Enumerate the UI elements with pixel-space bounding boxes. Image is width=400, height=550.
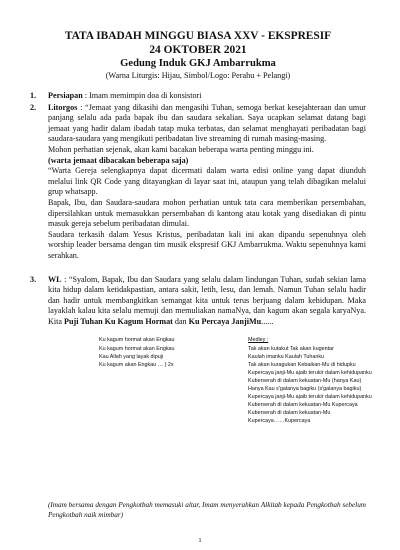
lyric-line: Kaulah imanku Kaulah Tuhanku xyxy=(248,353,325,360)
lyric-line: Ku kagum hormat akan Engkau xyxy=(99,337,175,344)
document-venue: Gedung Induk GKJ Ambarrukma xyxy=(120,58,276,69)
lyric-line: Kupercaya janji-Mu ajaib terukir dalam kehidupanku xyxy=(248,369,372,376)
wl-end: ...... xyxy=(261,316,274,326)
song-title-2: Ku Percaya JanjiMu xyxy=(188,316,262,326)
litorgos-paragraph-4: “Warta Gereja selengkapnya dapat dicermati dalam warta edisi online yang dapat diunduh melalui link QR Code yang ditayangkan di layar saat ini, ataupun yang telah dibagikan melalui grup whatsapp. xyxy=(48,166,366,197)
item-label: Litorgos xyxy=(48,102,78,112)
liturgy-list xyxy=(30,91,366,327)
lyric-line: Kupercaya janji-Mu ajaib terukir dalam kehidupanku xyxy=(248,394,372,401)
liturgical-note: (Warna Liturgis: Hijau, Simbol/Logo: Perahu + Pelangi) xyxy=(105,71,291,80)
litorgos-paragraph-6: Saudara terkasih dalam Yesus Kristus, peribadatan kali ini akan dipandu sepenuhnya oleh worship leader bersama dengan tim musik ekspresif GKJ Ambarrukma. Waktu sepenuhnya kami serahkan. xyxy=(48,229,366,260)
lyric-line: Kuberserah di dalam kekuatan-Mu (hanya Kau) xyxy=(248,377,362,384)
lyric-line: Kuberserah di dalam kekuatan-Mu xyxy=(248,410,331,417)
document-header xyxy=(30,30,366,81)
litorgos-paragraph-2: Mohon perhatian sejenak, akan kami bacakan beberapa warta penting minggu ini. xyxy=(48,144,314,154)
list-item-litorgos xyxy=(30,103,366,262)
list-item-persiapan xyxy=(30,91,366,102)
lyric-line: Tak akan kuragukan Kebaikan-Mu di hidupku xyxy=(248,361,356,368)
song-title-1: Puji Tuhan Ku Kagum Hormat xyxy=(64,316,173,326)
list-item-wl xyxy=(30,275,366,328)
document-date: 24 OKTOBER 2021 xyxy=(149,43,247,56)
closing-note: (Imam bersama dengan Pengkotbah memasuki altar, Imam menyerahkan Alkitab kepada Pengkotbah sebelum Pengkotbah naik mimbar) xyxy=(48,501,366,520)
item-label: WL xyxy=(48,274,62,284)
litorgos-paragraph-5: Bapak, Ibu, dan Saudara-saudara mohon perhatian untuk tata cara memberikan persembahan, dipersilahkan untuk memasukkan persembahan di kantong atau kotak yang disediakan di pintu masuk gereja sebelum peribadatan dimulai. xyxy=(48,197,366,229)
item-number: 3. xyxy=(30,274,37,284)
song-lyrics xyxy=(30,336,372,496)
document-title: TATA IBADAH MINGGU BIASA XXV - EKSPRESIF xyxy=(64,30,332,42)
litorgos-paragraph-1: : “Jemaat yang dikasihi dan mengasihi Tuhan, semoga berkat kesejahteraan dan umur panjang selalu ada pada bapak ibu dan saudara sekalian. Saya ucapkan selamat datang bagi jemaat yang hadir dalam ibadah tatap muka terbatas, dan selamat menghayati peribadatan bagi saudara-saudara yang mengikuti peribadatan live streaming di rumah masing-masing. xyxy=(48,102,366,144)
lyrics-right-column xyxy=(248,336,372,425)
lyric-line: Hanya Kau s'galanya bagiku (s'galanya bagiku) xyxy=(248,386,362,393)
item-number: 2. xyxy=(30,102,37,112)
page-number: 1 xyxy=(198,537,202,544)
lyrics-left-column xyxy=(99,336,175,368)
lyric-line: Ku kagum akan Engkau … } 2x xyxy=(99,361,174,368)
litorgos-instruction: (warta jemaat dibacakan beberapa saja) xyxy=(48,155,189,165)
item-text: : Imam memimpin doa di konsistori xyxy=(82,91,202,100)
lyric-line: Kuberserah di dalam kekuatan-Mu Kupercaya xyxy=(248,402,358,409)
lyric-line: Kupercaya……Kupercaya xyxy=(248,418,311,425)
lyric-line: Ku kagum hormat akan Engkau xyxy=(99,345,175,352)
medley-label: Medley : xyxy=(248,337,269,344)
wl-text: : “Syalom, Bapak, Ibu dan Saudara yang selalu dalam lindungan Tuhan, sudah sekian lama kita hidup dalam ketidakpastian, antara sakit, letih, lesu, dan lemah. Namun Tuhan selalu hadir dan hadir untuk membangkitkan semangat kita untuk terus berjuang dalam kehidupan. Maka layaklah kalau kita selalu memuji dan memuliakan namaNya, dan kagum akan segala karyaNya. Kita xyxy=(48,274,366,326)
item-number: 1. xyxy=(30,91,37,100)
lyric-line: Tak akan kutakut Tak akan kugentar xyxy=(248,345,334,352)
item-label: Persiapan xyxy=(48,91,83,100)
wl-and: dan xyxy=(172,316,189,326)
lyric-line: Kau Allah yang layak dipuji xyxy=(99,353,164,360)
